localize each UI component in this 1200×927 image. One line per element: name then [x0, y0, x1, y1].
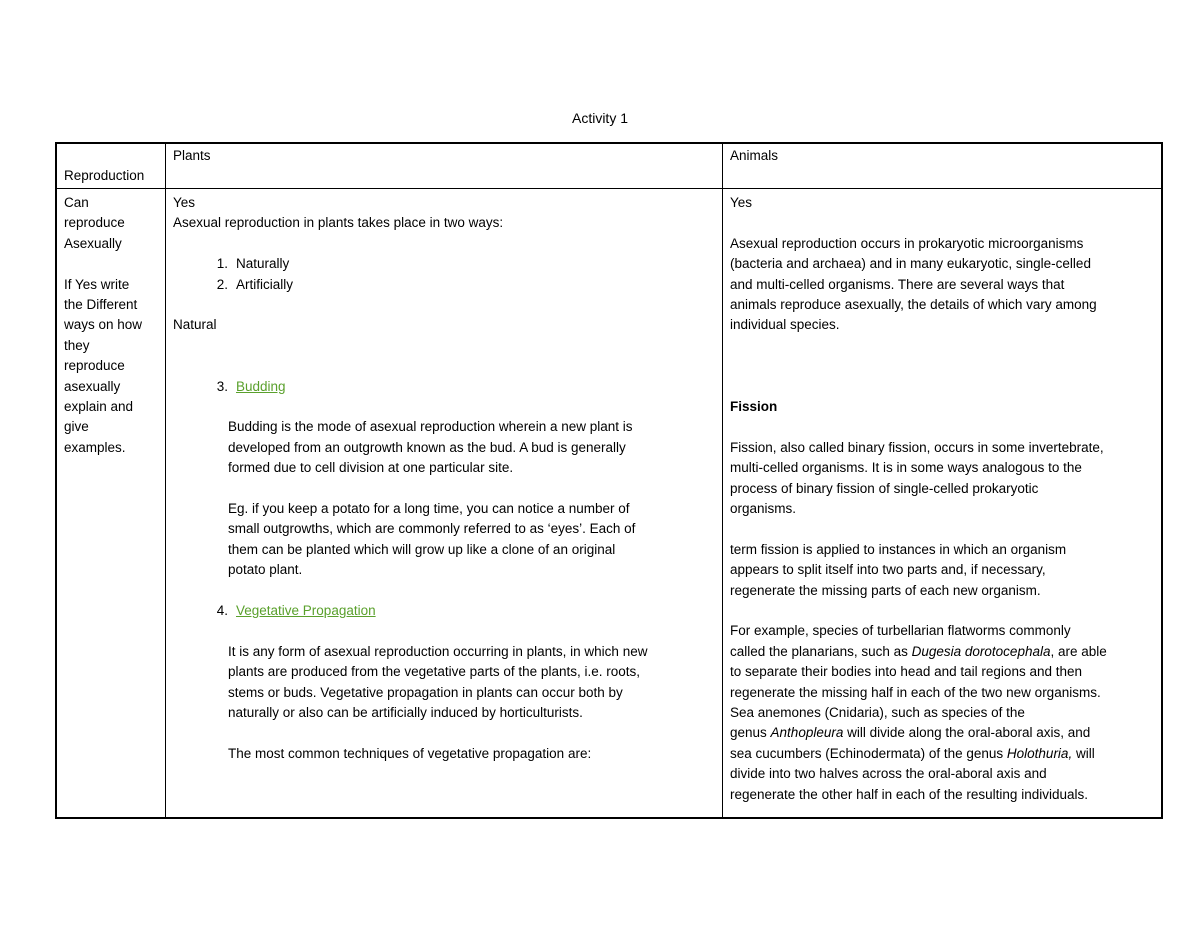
species-name: Dugesia dorotocephala [911, 643, 1051, 659]
list-item [173, 254, 715, 274]
text-line [730, 642, 1154, 662]
budding-link[interactable]: Budding [236, 378, 286, 394]
header-reproduction: Reproduction [56, 143, 166, 189]
list-text: Artificially [236, 276, 294, 292]
vegetative-propagation-link[interactable]: Vegetative Propagation [236, 603, 376, 619]
list-number: 1. [216, 256, 228, 272]
natural-heading: Natural [173, 317, 217, 333]
text-line: and multi-celled organisms. There are several ways that [730, 276, 1065, 292]
text-line: For example, species of turbellarian flatworms commonly [730, 623, 1071, 639]
budding-description [173, 417, 715, 580]
text-line: regenerate the missing half in each of the two new organisms. [730, 684, 1101, 700]
text-line: small outgrowths, which are commonly referred to as ‘eyes’. Each of [228, 521, 636, 537]
row-label-line: give [64, 419, 89, 435]
vegetative-description [173, 642, 715, 764]
page-title: Activity 1 [571, 110, 628, 126]
asexual-row [56, 189, 1162, 819]
species-name: Anthopleura [770, 725, 844, 741]
plants-cell [166, 189, 723, 819]
text-line: them can be planted which will grow up like a clone of an original [228, 541, 616, 557]
fission-heading: Fission [730, 399, 778, 414]
text-line: appears to split itself into two parts and, if necessary, [730, 562, 1046, 578]
row-label-line: examples. [64, 439, 126, 455]
row-label-line: Asexually [64, 235, 122, 251]
text-line: Sea anemones (Cnidaria), such as species of the [730, 705, 1025, 721]
list-number: 3. [216, 378, 228, 394]
text-line: Budding is the mode of asexual reproduction wherein a new plant is [228, 419, 633, 435]
list-item [173, 601, 715, 621]
text-line: Asexual reproduction occurs in prokaryotic microorganisms [730, 235, 1084, 251]
plants-yes: Yes [173, 195, 196, 210]
text-span: will divide along the oral-aboral axis, and [843, 725, 1091, 741]
text-line: (bacteria and archaea) and in many eukaryotic, single-celled [730, 256, 1091, 272]
row-label-line: explain and [64, 399, 134, 415]
row-label-line: reproduce [64, 215, 125, 231]
text-line: potato plant. [228, 562, 303, 578]
text-line: animals reproduce asexually, the details of which vary among [730, 297, 1097, 313]
text-span: sea cucumbers (Echinodermata) of the genus [730, 745, 1007, 761]
species-name: Holothuria, [1006, 745, 1073, 761]
row-label-line: ways on how [64, 317, 143, 333]
text-line: to separate their bodies into head and tail regions and then [730, 664, 1083, 680]
text-line: Fission, also called binary fission, occurs in some invertebrate, [730, 439, 1104, 455]
row-label-cell [56, 189, 166, 819]
text-line: naturally or also can be artificially induced by horticulturists. [228, 705, 583, 721]
row-label-line: Can [64, 195, 89, 210]
row-label-line: the Different [64, 297, 138, 313]
text-line: divide into two halves across the oral-aboral axis and [730, 766, 1047, 782]
text-line: organisms. [730, 501, 797, 517]
text-line: regenerate the missing parts of each new organism. [730, 582, 1041, 598]
text-line: The most common techniques of vegetative propagation are: [228, 745, 592, 761]
row-label-line: reproduce [64, 358, 125, 374]
text-line: term fission is applied to instances in which an organism [730, 541, 1067, 557]
text-line: plants are produced from the vegetative parts of the plants, i.e. roots, [228, 664, 640, 680]
list-text: Naturally [236, 256, 290, 272]
text-line: developed from an outgrowth known as the bud. A bud is generally [228, 439, 626, 455]
animals-cell [723, 189, 1163, 819]
list-number: 2. [216, 276, 228, 292]
list-number: 4. [216, 603, 228, 619]
text-line: multi-celled organisms. It is in some ways analogous to the [730, 460, 1082, 476]
activity-table [55, 142, 1163, 819]
text-span: called the planarians, such as [730, 643, 912, 659]
text-line [730, 744, 1154, 764]
text-span: will [1072, 745, 1095, 761]
row-label-line: If Yes write [64, 276, 130, 292]
text-line: Eg. if you keep a potato for a long time, you can notice a number of [228, 501, 630, 516]
list-item [173, 377, 715, 397]
row-label-line: asexually [64, 378, 121, 394]
header-animals: Animals [723, 143, 1163, 189]
animals-yes: Yes [730, 195, 753, 210]
text-line: stems or buds. Vegetative propagation in plants can occur both by [228, 684, 623, 700]
text-line: regenerate the other half in each of the resulting individuals. [730, 786, 1088, 802]
plants-intro: Asexual reproduction in plants takes place in two ways: [173, 215, 504, 231]
text-line: It is any form of asexual reproduction occurring in plants, in which new [228, 643, 648, 659]
text-span: genus [730, 725, 771, 741]
row-label-line: they [64, 337, 90, 353]
list-item [173, 275, 715, 295]
text-span: , are able [1050, 643, 1107, 659]
text-line: individual species. [730, 317, 840, 333]
text-line: process of binary fission of single-celled prokaryotic [730, 480, 1039, 496]
text-line [730, 723, 1154, 743]
header-row [56, 143, 1162, 189]
header-plants: Plants [166, 143, 723, 189]
text-line: formed due to cell division at one particular site. [228, 460, 514, 476]
